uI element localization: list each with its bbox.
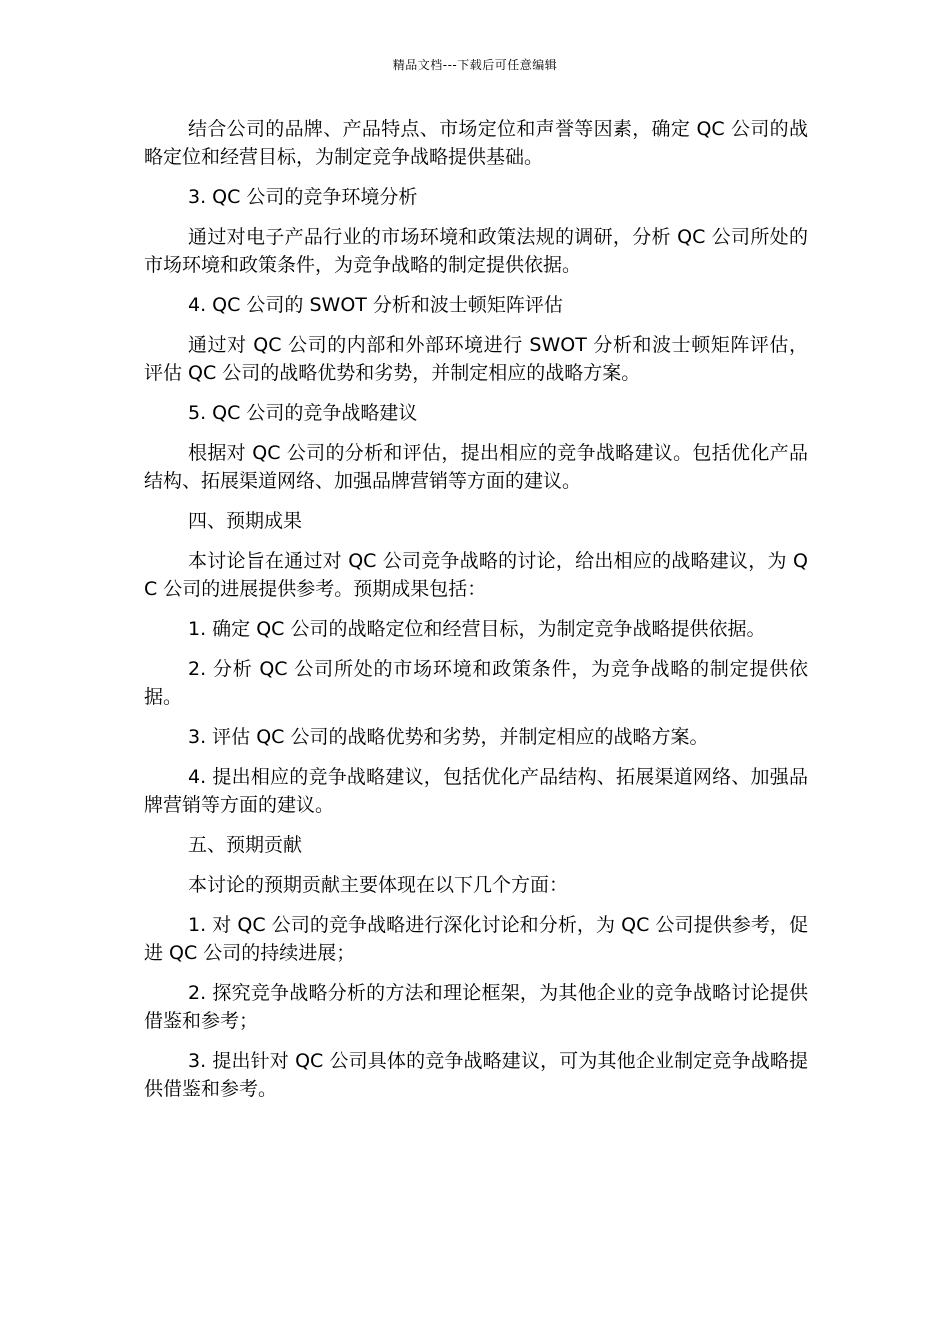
list-item-result-1: 1. 确定 QC 公司的战略定位和经营目标，为制定竞争战略提供依据。 bbox=[188, 618, 766, 640]
list-item-result-2: 2. 分析 QC 公司所处的市场环境和政策条件，为竞争战略的制定提供依据。 bbox=[144, 658, 808, 708]
list-item-result-4: 4. 提出相应的竞争战略建议，包括优化产品结构、拓展渠道网络、加强品牌营销等方面的建议。 bbox=[144, 766, 808, 816]
paragraph-swot-bcg: 通过对 QC 公司的内部和外部环境进行 SWOT 分析和波士顿矩阵评估，评估 QC 公司的战略优势和劣势，并制定相应的战略方案。 bbox=[144, 334, 808, 384]
heading-swot-bcg: 4. QC 公司的 SWOT 分析和波士顿矩阵评估 bbox=[188, 294, 563, 316]
list-item-contribution-2: 2. 探究竞争战略分析的方法和理论框架，为其他企业的竞争战略讨论提供借鉴和参考； bbox=[144, 982, 808, 1032]
list-item-contribution-1: 1. 对 QC 公司的竞争战略进行深化讨论和分析，为 QC 公司提供参考，促进 QC 公司的持续进展； bbox=[144, 914, 808, 964]
paragraph-contributions-intro: 本讨论的预期贡献主要体现在以下几个方面： bbox=[188, 874, 569, 896]
heading-strategy-recommendations: 5. QC 公司的竞争战略建议 bbox=[188, 402, 418, 424]
heading-competitive-environment: 3. QC 公司的竞争环境分析 bbox=[188, 186, 418, 208]
paragraph-strategy-positioning: 结合公司的品牌、产品特点、市场定位和声誉等因素，确定 QC 公司的战略定位和经营目标，为制定竞争战略提供基础。 bbox=[144, 118, 808, 168]
heading-expected-results: 四、预期成果 bbox=[188, 510, 303, 532]
page-header: 精品文档---下载后可任意编辑 bbox=[392, 58, 558, 72]
heading-expected-contributions: 五、预期贡献 bbox=[188, 834, 303, 856]
list-item-result-3: 3. 评估 QC 公司的战略优势和劣势，并制定相应的战略方案。 bbox=[188, 726, 709, 748]
document-body bbox=[144, 115, 808, 1115]
paragraph-environment-analysis: 通过对电子产品行业的市场环境和政策法规的调研，分析 QC 公司所处的市场环境和政策条件，为竞争战略的制定提供依据。 bbox=[144, 226, 808, 276]
paragraph-strategy-recommendations: 根据对 QC 公司的分析和评估，提出相应的竞争战略建议。包括优化产品结构、拓展渠道网络、加强品牌营销等方面的建议。 bbox=[144, 442, 808, 492]
list-item-contribution-3: 3. 提出针对 QC 公司具体的竞争战略建议，可为其他企业制定竞争战略提供借鉴和参考。 bbox=[144, 1050, 808, 1100]
paragraph-expected-results-intro: 本讨论旨在通过对 QC 公司竞争战略的讨论，给出相应的战略建议，为 QC 公司的进展提供参考。预期成果包括： bbox=[144, 550, 808, 600]
